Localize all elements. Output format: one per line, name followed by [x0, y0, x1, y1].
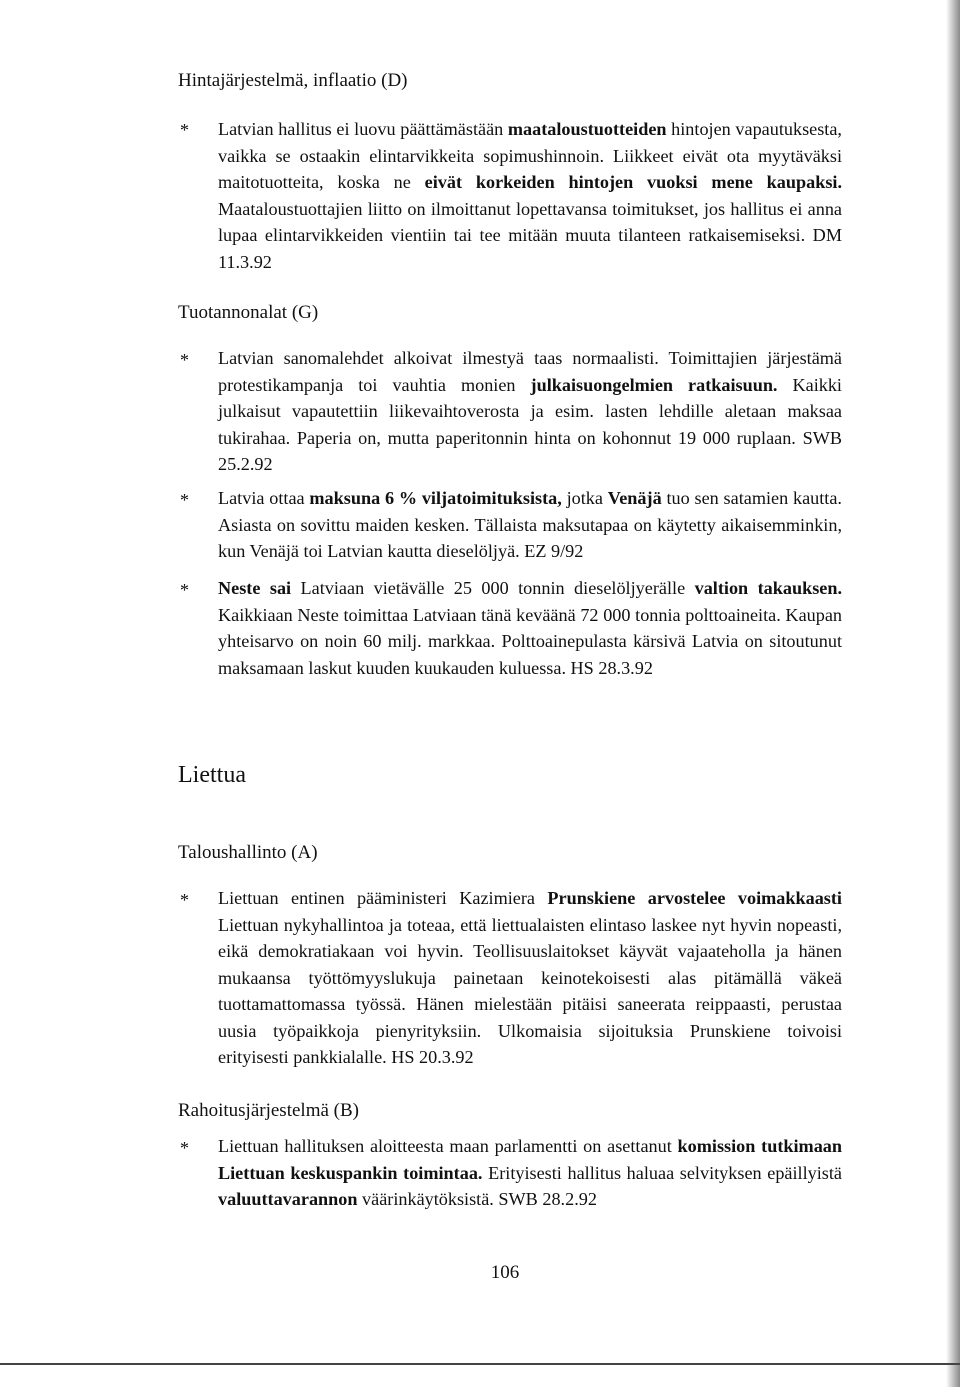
bold-text-run: valuuttavarannon: [218, 1189, 358, 1209]
bullet-marker: *: [180, 1138, 189, 1158]
text-run: jotka: [561, 488, 608, 508]
text-run: Latviaan vietävälle 25 000 tonnin dieselöljyerälle: [291, 578, 695, 598]
text-run: Latvian hallitus ei luovu päättämästään: [218, 119, 508, 139]
bullet-marker: *: [180, 890, 189, 910]
news-item: [218, 885, 842, 1071]
text-run: Kaikkiaan Neste toimittaa Latviaan tänä keväänä 72 000 tonnia polttoaineita. Kaupan yhteisarvo on noin 60 milj. markkaa. Polttoainepulasta kärsivä Latvia on sitoutunut maksamaan laskut kuuden kuukauden kuluessa. HS 28.3.92: [218, 604, 842, 678]
text-run: Liettuan entinen pääministeri Kazimiera: [218, 888, 548, 908]
text-run: hintojen vapautuksesta, vaikka se ostaakin elintarvikkeita sopimushinnoin. Liikkeet eivät ota myytäväksi maitotuotteita, koska ne: [218, 119, 842, 192]
section-heading-liettua: Liettua: [178, 762, 246, 788]
text-run: Latvia ottaa: [218, 488, 310, 508]
scan-edge-shadow: [946, 0, 960, 1387]
section-heading-tuotannonalat: Tuotannonalat (G): [178, 302, 319, 323]
bold-text-run: Neste sai: [218, 578, 292, 598]
bold-text-run: maataloustuotteiden: [507, 119, 667, 139]
text-run: tuo sen satamien kautta. Asiasta on sovittu maiden kesken. Tällaista maksutapaa on käytetty aikaisemminkin, kun Venäjä toi Latvian kautta dieselöljyä. EZ 9/92: [218, 488, 842, 561]
text-run: Latvian sanomalehdet alkoivat ilmestyä taas normaalisti. Toimittajien järjestämä protestikampanja toi vauhtia monien: [218, 348, 842, 395]
text-run: Maataloustuottajien liitto on ilmoittanut lopettavansa toimitukset, jos hallitus ei anna lupaa elintarvikkeiden vientiin tai tee mitään muuta tilanteen ratkaisemiseksi. DM 11.3.92: [218, 198, 842, 272]
section-heading-hintajarjestelma: Hintajärjestelmä, inflaatio (D): [178, 70, 408, 91]
bullet-marker: *: [180, 350, 189, 370]
bold-text-run: valtion takauksen.: [694, 578, 843, 598]
bold-text-run: Venäjä: [607, 488, 662, 508]
bold-text-run: maksuna 6 % viljatoimituksista,: [309, 488, 562, 508]
page-number: 106: [490, 1262, 520, 1283]
bullet-marker: *: [180, 490, 189, 510]
news-item: [218, 575, 842, 681]
news-item: [218, 345, 842, 478]
section-heading-taloushallinto: Taloushallinto (A): [178, 842, 318, 863]
section-heading-rahoitusjarjestelma: Rahoitusjärjestelmä (B): [178, 1100, 359, 1121]
text-run: Kaikki julkaisut vapautettiin liikevaihtoverosta ja esim. lasten lehdille aletaan maksaa tukirahaa. Paperia on, mutta paperitonnin hinta on kohonnut 19 000 ruplaan. SWB 25.2.92: [218, 374, 842, 474]
text-run: Erityisesti hallitus haluaa selvityksen epäillyistä: [482, 1162, 842, 1183]
text-run: Liettuan nykyhallintoa ja toteaa, että liettualaisten elintaso laskee nyt hyvin nopeasti, eikä demokratiakaan voi hyvin. Teollisuuslaitokset käyvät vajaateholla ja hänen mukaansa työttömyyslukuja painetaan keinotekoisesti alas pitämällä väkeä tuottamattomassa työssä. Hänen mielestään pitäisi saneerata reippaasti, perustaa uusia työpaikkoja pienyrityksiin. Ulkomaisia sijoituksia Prunskiene toivoisi erityisesti pankkialalle. HS 20.3.92: [218, 914, 842, 1067]
scan-bottom-edge: [0, 1363, 960, 1365]
text-run: väärinkäytöksistä. SWB 28.2.92: [357, 1189, 597, 1209]
bold-text-run: eivät korkeiden hintojen vuoksi mene kaupaksi.: [424, 172, 842, 192]
news-item: [218, 116, 842, 275]
text-run: Liettuan hallituksen aloitteesta maan parlamentti on asettanut: [218, 1136, 678, 1156]
bold-text-run: Prunskiene arvostelee voimakkaasti: [547, 888, 842, 908]
news-item: [218, 485, 842, 565]
bold-text-run: komission tutkimaan Liettuan keskuspankin toimintaa.: [218, 1136, 842, 1183]
bullet-marker: *: [180, 580, 189, 600]
bold-text-run: julkaisuongelmien ratkaisuun.: [530, 374, 778, 395]
bullet-marker: *: [180, 120, 189, 140]
news-item: [218, 1133, 842, 1213]
